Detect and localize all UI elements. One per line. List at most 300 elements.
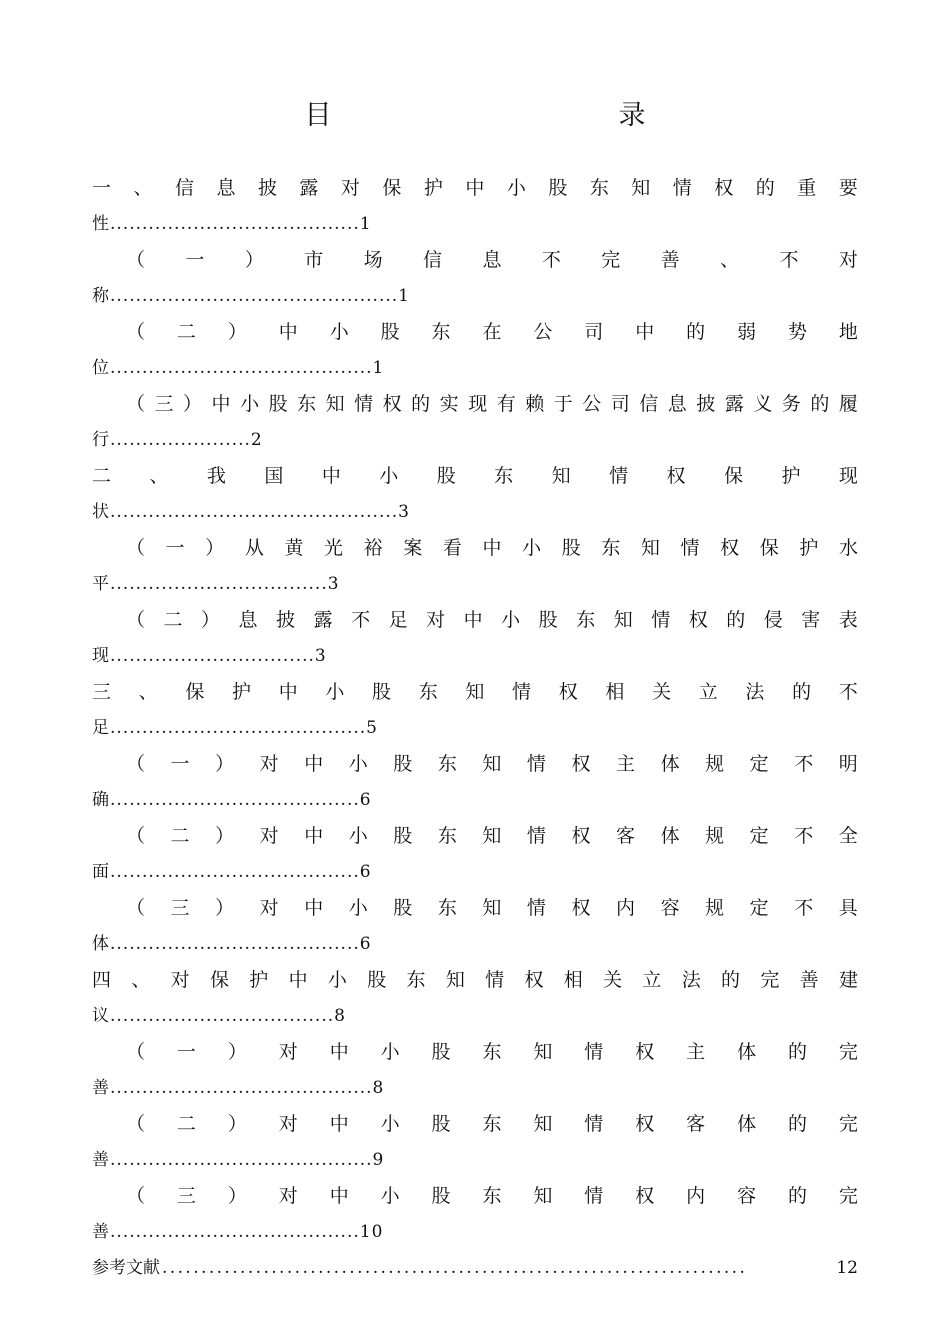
heading-char: 对: [259, 897, 279, 919]
heading-char: 权: [635, 1113, 655, 1135]
heading-char: 看: [442, 537, 462, 559]
heading-char: 知: [445, 969, 465, 991]
heading-char: 的: [726, 609, 746, 631]
heading-char: 权: [635, 1185, 655, 1207]
heading-char: 保: [723, 465, 743, 487]
heading-char: （: [126, 537, 146, 559]
toc-entry[interactable]: [92, 314, 858, 386]
heading-char: 重: [797, 177, 817, 199]
heading-char: 小: [380, 1113, 400, 1135]
toc-entry-heading: [92, 962, 858, 998]
heading-char: 定: [749, 897, 769, 919]
heading-char: 不: [541, 249, 561, 271]
toc-entry[interactable]: [92, 1106, 858, 1178]
heading-char: 情: [526, 825, 546, 847]
heading-char: 情: [584, 1113, 604, 1135]
toc-entry-leader-and-page: 平..................................3: [92, 574, 340, 594]
toc-entry[interactable]: [92, 170, 858, 242]
heading-char: 内: [616, 897, 636, 919]
heading-char: （: [126, 1185, 146, 1207]
heading-char: ）: [227, 1113, 247, 1135]
heading-char: 有: [496, 393, 516, 415]
heading-char: 护: [423, 177, 443, 199]
heading-char: 建: [838, 969, 858, 991]
heading-char: （: [126, 1113, 146, 1135]
heading-char: 中: [463, 609, 483, 631]
heading-char: 三: [92, 681, 112, 703]
heading-char: 中: [278, 681, 298, 703]
heading-char: 息: [482, 249, 502, 271]
heading-char: 案: [403, 537, 423, 559]
heading-char: 不: [838, 681, 858, 703]
heading-char: 的: [810, 393, 830, 415]
heading-char: 内: [686, 1185, 706, 1207]
toc-entry[interactable]: [92, 458, 858, 530]
heading-char: 披: [696, 393, 716, 415]
heading-char: 善: [660, 249, 680, 271]
heading-char: 不: [794, 825, 814, 847]
heading-char: 二: [176, 321, 196, 343]
heading-char: 主: [686, 1041, 706, 1063]
heading-char: 知: [482, 897, 502, 919]
references-label: 参考文献: [92, 1258, 160, 1278]
heading-char: 权: [666, 465, 686, 487]
heading-char: 露: [724, 393, 744, 415]
toc-entry-leader-and-page: 确.......................................6: [92, 790, 372, 810]
heading-char: 信: [423, 249, 443, 271]
references-page-number: 12: [836, 1258, 858, 1278]
toc-entry-leader-and-page: 议...................................8: [92, 1006, 346, 1026]
heading-char: 足: [388, 609, 408, 631]
toc-entry[interactable]: [92, 1178, 858, 1250]
heading-char: 权: [714, 177, 734, 199]
heading-char: 客: [616, 825, 636, 847]
heading-char: 对: [278, 1185, 298, 1207]
heading-char: 股: [393, 825, 413, 847]
heading-char: 知: [551, 465, 571, 487]
heading-char: 股: [431, 1185, 451, 1207]
heading-char: 保: [759, 537, 779, 559]
heading-char: 完: [601, 249, 621, 271]
heading-char: 权: [524, 969, 544, 991]
heading-char: 从: [244, 537, 264, 559]
heading-char: 情: [485, 969, 505, 991]
toc-entry-heading: [92, 818, 858, 854]
heading-char: 不: [351, 609, 371, 631]
heading-char: 股: [436, 465, 456, 487]
heading-char: 小: [348, 753, 368, 775]
heading-char: 股: [431, 1113, 451, 1135]
heading-char: 权: [720, 537, 740, 559]
heading-char: （: [126, 249, 146, 271]
heading-char: 中: [304, 897, 324, 919]
heading-char: 完: [838, 1041, 858, 1063]
heading-char: 对: [259, 825, 279, 847]
heading-char: 中: [465, 177, 485, 199]
heading-char: 要: [838, 177, 858, 199]
heading-char: 规: [705, 825, 725, 847]
toc-entry-leader-and-page: 善.........................................8: [92, 1078, 385, 1098]
heading-char: 知: [640, 537, 660, 559]
heading-char: 情: [680, 537, 700, 559]
heading-char: 知: [613, 609, 633, 631]
heading-char: 权: [558, 681, 578, 703]
heading-char: 一: [176, 1041, 196, 1063]
heading-char: 披: [257, 177, 277, 199]
heading-char: 司: [610, 393, 630, 415]
heading-char: 情: [354, 393, 374, 415]
heading-char: 股: [393, 897, 413, 919]
heading-char: 完: [760, 969, 780, 991]
heading-char: 知: [533, 1113, 553, 1135]
heading-char: 对: [278, 1113, 298, 1135]
heading-char: 情: [584, 1041, 604, 1063]
heading-char: 知: [631, 177, 651, 199]
heading-char: 全: [838, 825, 858, 847]
heading-char: 完: [838, 1113, 858, 1135]
heading-char: 明: [838, 753, 858, 775]
heading-char: （: [126, 1041, 146, 1063]
heading-char: 一: [165, 537, 185, 559]
toc-entry-leader-and-page: 善.......................................10: [92, 1222, 384, 1242]
heading-char: 义: [753, 393, 773, 415]
heading-char: 的: [792, 681, 812, 703]
heading-char: 立: [642, 969, 662, 991]
heading-char: 小: [325, 681, 345, 703]
heading-char: 权: [571, 897, 591, 919]
heading-char: 、: [149, 465, 169, 487]
heading-char: ）: [215, 897, 235, 919]
heading-char: 中: [321, 465, 341, 487]
heading-char: 于: [553, 393, 573, 415]
heading-char: 护: [781, 465, 801, 487]
heading-char: 现: [838, 465, 858, 487]
heading-char: 息: [216, 177, 236, 199]
heading-char: 现: [468, 393, 488, 415]
heading-char: 务: [781, 393, 801, 415]
heading-char: 小: [348, 897, 368, 919]
heading-char: 场: [363, 249, 383, 271]
heading-char: 的: [721, 969, 741, 991]
heading-char: 东: [406, 969, 426, 991]
heading-char: 客: [686, 1113, 706, 1135]
heading-char: 善: [799, 969, 819, 991]
toc-entry-leader-and-page: 现................................3: [92, 646, 327, 666]
heading-char: 权: [382, 393, 402, 415]
heading-char: 知: [482, 753, 502, 775]
heading-char: 完: [838, 1185, 858, 1207]
heading-char: 相: [563, 969, 583, 991]
toc-entry[interactable]: [92, 386, 858, 458]
toc-entry[interactable]: [92, 890, 858, 962]
heading-char: 东: [297, 393, 317, 415]
heading-char: 的: [755, 177, 775, 199]
heading-char: 二: [92, 465, 112, 487]
heading-char: 害: [801, 609, 821, 631]
heading-char: 小: [380, 1041, 400, 1063]
heading-char: 三: [170, 897, 190, 919]
heading-char: 国: [264, 465, 284, 487]
toc-entry-leader-and-page: 善.........................................9: [92, 1150, 385, 1170]
heading-char: 中: [211, 393, 231, 415]
heading-char: 赖: [525, 393, 545, 415]
heading-char: 体: [737, 1113, 757, 1135]
heading-char: （: [126, 393, 146, 415]
heading-char: 实: [439, 393, 459, 415]
heading-char: 护: [249, 969, 269, 991]
heading-char: 东: [437, 897, 457, 919]
toc-entry-heading: [92, 746, 858, 782]
heading-char: 的: [411, 393, 431, 415]
toc-entry-leader-and-page: 状.............................................3: [92, 502, 410, 522]
toc-entry-heading: [92, 1106, 858, 1142]
heading-char: 一: [170, 753, 190, 775]
heading-char: 小: [348, 825, 368, 847]
heading-char: 一: [92, 177, 112, 199]
heading-char: 东: [482, 1113, 502, 1135]
heading-char: 主: [616, 753, 636, 775]
heading-char: 地: [838, 321, 858, 343]
heading-char: 市: [304, 249, 324, 271]
heading-char: 中: [482, 537, 502, 559]
heading-char: 中: [635, 321, 655, 343]
heading-char: 保: [382, 177, 402, 199]
toc-entry-heading: [92, 1178, 858, 1214]
heading-char: 露: [299, 177, 319, 199]
heading-char: ）: [244, 249, 264, 271]
heading-char: 关: [652, 681, 672, 703]
heading-char: 披: [276, 609, 296, 631]
heading-char: 不: [779, 249, 799, 271]
heading-char: 规: [705, 897, 725, 919]
toc-entry[interactable]: [92, 1034, 858, 1106]
toc-entry-heading: [92, 386, 858, 422]
heading-char: 关: [603, 969, 623, 991]
heading-char: ）: [183, 393, 203, 415]
heading-char: 中: [329, 1041, 349, 1063]
heading-char: 对: [259, 753, 279, 775]
toc-entry-heading: [92, 458, 858, 494]
heading-char: 股: [393, 753, 413, 775]
toc-entry[interactable]: [92, 602, 858, 674]
heading-char: 表: [838, 609, 858, 631]
heading-char: （: [126, 321, 146, 343]
heading-char: 弱: [737, 321, 757, 343]
toc-entry[interactable]: [92, 674, 858, 746]
heading-char: 、: [720, 249, 740, 271]
heading-char: 黄: [284, 537, 304, 559]
heading-char: 定: [749, 825, 769, 847]
heading-char: 息: [667, 393, 687, 415]
toc-entry-leader-and-page: 称.............................................1: [92, 286, 410, 306]
heading-char: 容: [737, 1185, 757, 1207]
toc-entry-heading: [92, 890, 858, 926]
heading-char: 三: [154, 393, 174, 415]
heading-char: 公: [533, 321, 553, 343]
heading-char: （: [126, 609, 146, 631]
heading-char: 具: [838, 897, 858, 919]
heading-char: 情: [526, 897, 546, 919]
heading-char: 二: [176, 1113, 196, 1135]
heading-char: 体: [737, 1041, 757, 1063]
heading-char: 中: [304, 825, 324, 847]
heading-char: 立: [698, 681, 718, 703]
table-of-contents: [92, 170, 858, 1286]
heading-char: 知: [325, 393, 345, 415]
heading-char: 知: [533, 1041, 553, 1063]
heading-char: 保: [209, 969, 229, 991]
heading-char: 护: [232, 681, 252, 703]
heading-char: 东: [482, 1041, 502, 1063]
heading-char: 对: [838, 249, 858, 271]
heading-char: 中: [278, 321, 298, 343]
heading-char: 司: [584, 321, 604, 343]
heading-char: （: [126, 897, 146, 919]
heading-char: ）: [201, 609, 221, 631]
references-leader: ...........................................................................: [162, 1258, 748, 1278]
heading-char: 东: [437, 825, 457, 847]
heading-char: ）: [227, 1185, 247, 1207]
heading-char: 东: [601, 537, 621, 559]
heading-char: 小: [506, 177, 526, 199]
heading-char: 四: [92, 969, 112, 991]
heading-char: 情: [672, 177, 692, 199]
heading-char: 知: [482, 825, 502, 847]
toc-entry[interactable]: [92, 242, 858, 314]
heading-char: 护: [799, 537, 819, 559]
heading-char: 小: [240, 393, 260, 415]
heading-char: ）: [227, 321, 247, 343]
heading-char: 侵: [763, 609, 783, 631]
heading-char: 、: [138, 681, 158, 703]
heading-char: 对: [170, 969, 190, 991]
heading-char: 情: [609, 465, 629, 487]
toc-entry[interactable]: [92, 962, 858, 1034]
heading-char: 定: [749, 753, 769, 775]
heading-char: 中: [329, 1185, 349, 1207]
toc-entry-heading: [92, 314, 858, 350]
heading-char: 知: [533, 1185, 553, 1207]
toc-entry-leader-and-page: 面.......................................6: [92, 862, 372, 882]
heading-char: 股: [548, 177, 568, 199]
heading-char: 知: [465, 681, 485, 703]
heading-char: 小: [379, 465, 399, 487]
heading-char: 小: [329, 321, 349, 343]
heading-char: 相: [605, 681, 625, 703]
heading-char: 对: [340, 177, 360, 199]
heading-char: 中: [288, 969, 308, 991]
heading-char: 小: [501, 609, 521, 631]
heading-char: ）: [215, 753, 235, 775]
page-title: 目 录: [304, 100, 776, 131]
toc-entry[interactable]: [92, 818, 858, 890]
heading-char: 水: [838, 537, 858, 559]
heading-char: 我: [206, 465, 226, 487]
heading-char: 容: [660, 897, 680, 919]
heading-char: 不: [794, 897, 814, 919]
heading-char: 体: [660, 825, 680, 847]
heading-char: 二: [163, 609, 183, 631]
heading-char: 在: [482, 321, 502, 343]
heading-char: 小: [380, 1185, 400, 1207]
heading-char: （: [126, 825, 146, 847]
heading-char: 股: [431, 1041, 451, 1063]
heading-char: 权: [571, 753, 591, 775]
heading-char: 中: [304, 753, 324, 775]
heading-char: 权: [688, 609, 708, 631]
heading-char: 东: [589, 177, 609, 199]
heading-char: 东: [482, 1185, 502, 1207]
heading-char: 光: [324, 537, 344, 559]
toc-entry-heading: [92, 602, 858, 638]
heading-char: 势: [787, 321, 807, 343]
toc-entry-references[interactable]: [92, 1250, 858, 1286]
heading-char: 法: [745, 681, 765, 703]
heading-char: 东: [576, 609, 596, 631]
heading-char: （: [126, 753, 146, 775]
heading-char: 法: [681, 969, 701, 991]
heading-char: 小: [522, 537, 542, 559]
heading-char: 权: [571, 825, 591, 847]
heading-char: 情: [584, 1185, 604, 1207]
toc-entry[interactable]: [92, 530, 858, 602]
toc-entry-heading: [92, 1034, 858, 1070]
heading-char: 情: [651, 609, 671, 631]
heading-char: 裕: [363, 537, 383, 559]
heading-char: 小: [327, 969, 347, 991]
heading-char: 露: [313, 609, 333, 631]
heading-char: 的: [787, 1041, 807, 1063]
heading-char: 情: [526, 753, 546, 775]
heading-char: 规: [705, 753, 725, 775]
toc-entry-leader-and-page: 性.......................................1: [92, 214, 372, 234]
heading-char: 信: [639, 393, 659, 415]
heading-char: 情: [512, 681, 532, 703]
heading-char: 信: [174, 177, 194, 199]
heading-char: ）: [215, 825, 235, 847]
heading-char: 股: [561, 537, 581, 559]
heading-char: 三: [176, 1185, 196, 1207]
heading-char: 权: [635, 1041, 655, 1063]
heading-char: 对: [278, 1041, 298, 1063]
toc-entry-heading: [92, 242, 858, 278]
heading-char: 一: [185, 249, 205, 271]
heading-char: ）: [227, 1041, 247, 1063]
heading-char: 股: [380, 321, 400, 343]
heading-char: ）: [205, 537, 225, 559]
heading-char: 东: [418, 681, 438, 703]
toc-entry-leader-and-page: 行......................2: [92, 430, 263, 450]
heading-char: 股: [367, 969, 387, 991]
heading-char: 、: [133, 177, 153, 199]
heading-char: 不: [794, 753, 814, 775]
heading-char: 股: [372, 681, 392, 703]
heading-char: 股: [538, 609, 558, 631]
heading-char: 体: [660, 753, 680, 775]
toc-entry-heading: [92, 530, 858, 566]
heading-char: 息: [238, 609, 258, 631]
heading-char: 对: [426, 609, 446, 631]
heading-char: 公: [582, 393, 602, 415]
heading-char: 履: [838, 393, 858, 415]
heading-char: 东: [437, 753, 457, 775]
heading-char: 保: [185, 681, 205, 703]
toc-entry[interactable]: [92, 746, 858, 818]
toc-entry-leader-and-page: 体.......................................6: [92, 934, 372, 954]
heading-char: 中: [329, 1113, 349, 1135]
heading-char: 、: [131, 969, 151, 991]
heading-char: 二: [170, 825, 190, 847]
